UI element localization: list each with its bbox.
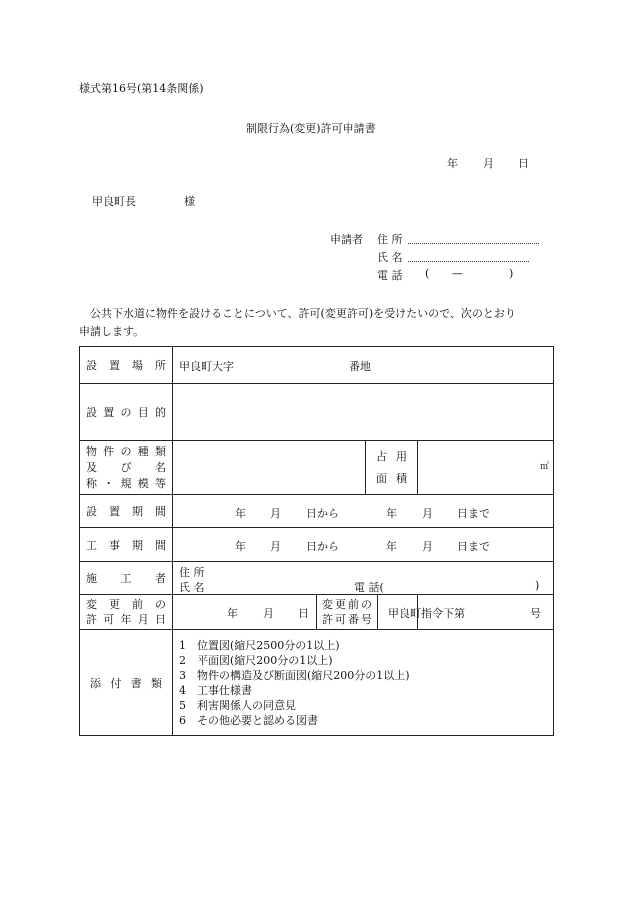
attachment-item: 3 物件の構造及び断面図(縮尺200分の1以上) <box>179 668 410 682</box>
work-period-label: 工 事 期 間 <box>86 538 166 552</box>
item-value-cell[interactable] <box>173 441 366 495</box>
area-label <box>366 447 417 489</box>
install-from-year: 年 <box>235 507 246 520</box>
attachments-list-cell <box>173 630 554 736</box>
attachment-item: 2 平面図(縮尺200分の1以上) <box>179 653 333 667</box>
applicant-name-label: 氏 名 <box>377 251 403 264</box>
previous-number-prefix: 甲良町指令下第 <box>388 607 465 620</box>
previous-date-year: 年 <box>227 607 238 620</box>
previous-date-month: 月 <box>263 607 274 620</box>
previous-number-label-line1: 変 更 前 の <box>322 598 372 611</box>
previous-date-day: 日 <box>298 607 309 620</box>
date-year-label: 年 <box>447 157 458 170</box>
row-work-period <box>80 528 554 562</box>
applicant-phone-dash: — <box>452 267 463 280</box>
addressee: 甲良町長 <box>92 195 136 208</box>
purpose-label-cell <box>80 384 173 441</box>
row-contractor <box>80 562 554 595</box>
attachments-label: 添 付 書 類 <box>90 676 162 690</box>
install-from-day: 日から <box>306 507 339 520</box>
contractor-name-label: 氏 名 <box>179 581 205 594</box>
previous-date-label-line2: 許 可 年 月 日 <box>86 613 166 626</box>
work-to-day: 日まで <box>457 540 490 553</box>
work-from-year: 年 <box>235 540 246 553</box>
row-install-period <box>80 495 554 528</box>
location-suffix: 番地 <box>349 360 371 373</box>
previous-number-label-line2: 許 可 番 号 <box>322 613 372 626</box>
previous-date-label-cell <box>80 595 173 630</box>
previous-number-suffix: 号 <box>530 607 542 620</box>
applicant-label: 申請者 <box>330 233 363 246</box>
addressee-honorific: 様 <box>184 195 195 208</box>
date-day-label: 日 <box>518 157 529 170</box>
applicant-name-field[interactable] <box>408 261 529 262</box>
attachment-item: 6 その他必要と認める図書 <box>179 713 318 727</box>
item-label-line3: 称 ・ 規 模 等 <box>86 476 166 490</box>
location-value-cell[interactable] <box>173 347 554 384</box>
item-label-line1: 物 件 の 種 類 <box>86 444 166 458</box>
attachment-item: 4 工事仕様書 <box>179 683 252 697</box>
install-to-day: 日まで <box>457 507 490 520</box>
date-month-label: 月 <box>483 157 494 170</box>
row-item <box>80 441 554 495</box>
applicant-phone-open: ( <box>425 267 430 280</box>
work-to-year: 年 <box>386 540 397 553</box>
item-label-line2: 及 び 名 <box>86 460 166 474</box>
area-label-cell <box>366 441 418 495</box>
contractor-value-cell[interactable] <box>173 562 554 595</box>
previous-date-label <box>80 595 172 629</box>
application-form-table <box>79 346 554 736</box>
install-to-year: 年 <box>386 507 397 520</box>
attachment-item: 1 位置図(縮尺2500分の1以上) <box>179 638 340 652</box>
work-to-month: 月 <box>422 540 433 553</box>
previous-date-label-line1: 変 更 前 の <box>86 598 166 611</box>
applicant-phone-close: ) <box>509 267 514 280</box>
install-to-month: 月 <box>422 507 433 520</box>
row-previous-permit <box>80 595 554 630</box>
work-from-month: 月 <box>270 540 281 553</box>
body-text-line2: 申請します。 <box>79 325 145 338</box>
previous-number-value-cell[interactable] <box>388 595 554 630</box>
previous-date-and-number-label-cell <box>173 595 418 630</box>
install-from-month: 月 <box>270 507 281 520</box>
attachments-list <box>173 634 553 732</box>
location-label-cell <box>80 347 173 384</box>
body-text-line1: 公共下水道に物件を設けることについて、許可(変更許可)を受けたいので、次のとおり <box>90 307 516 320</box>
contractor-label-cell <box>80 562 173 595</box>
item-label-cell <box>80 441 173 495</box>
attachment-item: 5 利害関係人の同意見 <box>179 698 296 712</box>
applicant-phone-label: 電 話 <box>377 269 403 282</box>
contractor-label: 施 工 者 <box>86 572 166 585</box>
contractor-phone-close: ) <box>535 579 540 592</box>
install-period-label: 設 置 期 間 <box>86 505 166 518</box>
document-title: 制限行為(変更)許可申請書 <box>246 122 376 135</box>
area-value-cell[interactable] <box>418 441 554 495</box>
install-period-label-cell <box>80 495 173 528</box>
row-purpose <box>80 384 554 441</box>
purpose-label: 設 置 の 目 的 <box>86 406 166 419</box>
install-period-value-cell[interactable] <box>173 495 554 528</box>
work-period-value-cell[interactable] <box>173 528 554 562</box>
work-period-label-cell <box>80 528 173 562</box>
previous-number-label-box <box>316 595 378 629</box>
work-from-day: 日から <box>306 540 339 553</box>
applicant-address-label: 住 所 <box>377 233 403 246</box>
area-label-line1: 占 用 <box>376 449 407 463</box>
location-prefix: 甲良町大字 <box>179 360 234 373</box>
location-label: 設 置 場 所 <box>86 359 166 372</box>
contractor-address-label: 住 所 <box>179 566 205 579</box>
purpose-value-cell[interactable] <box>173 384 554 441</box>
area-unit: ㎡ <box>540 462 550 472</box>
applicant-address-field[interactable] <box>408 243 539 244</box>
row-attachments <box>80 630 554 736</box>
item-label <box>80 442 172 494</box>
area-label-line2: 面 積 <box>376 471 407 485</box>
form-number: 様式第16号(第14条関係) <box>79 82 204 95</box>
row-location <box>80 347 554 384</box>
attachments-label-cell <box>80 630 173 736</box>
contractor-phone-label: 電 話( <box>354 581 384 594</box>
